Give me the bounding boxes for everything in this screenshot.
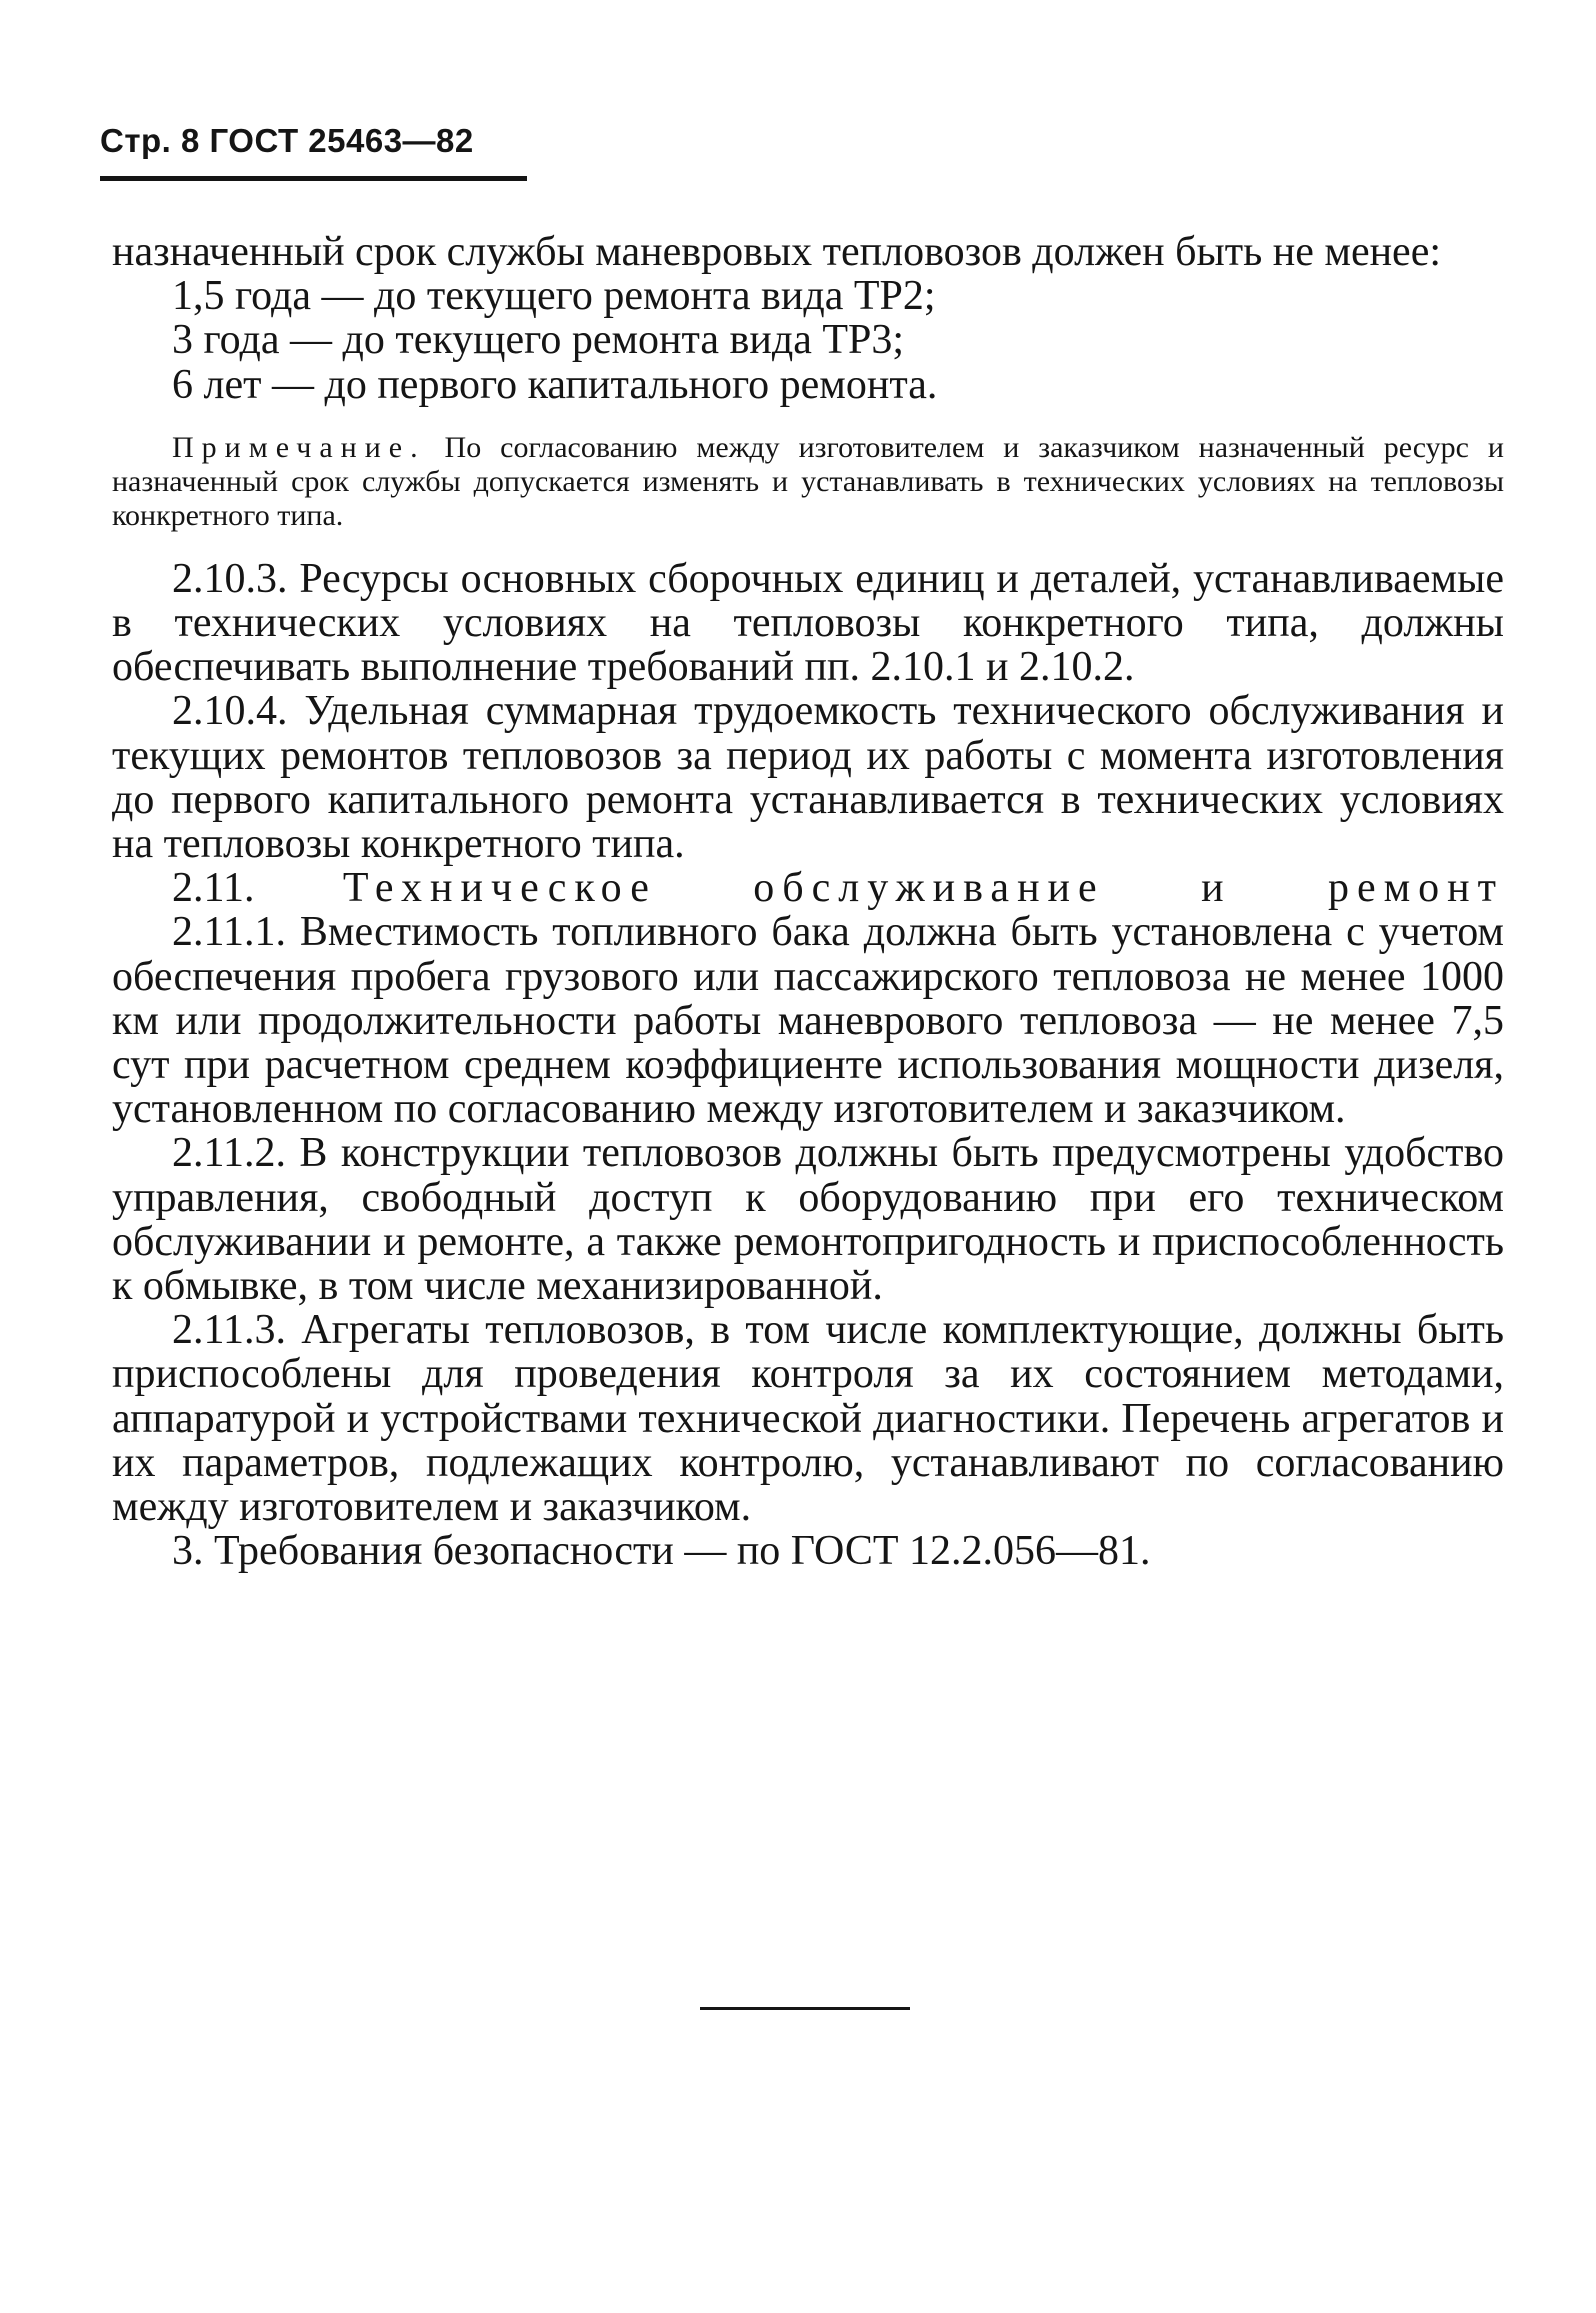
note-paragraph <box>112 431 1504 533</box>
section-heading-2-11 <box>112 866 1504 910</box>
section-number: 2.11. <box>172 865 255 912</box>
body-text <box>112 230 1504 1573</box>
note-text: По согласованию между изготовителем и заказчиком назначенный ресурс и назначенный срок службы допускается изменять и устанавливать в технических условиях на тепловозы конкретного типа. <box>112 430 1504 532</box>
list-item: 3 года — до текущего ремонта вида ТР3; <box>172 317 905 364</box>
list-item: 6 лет — до первого капитального ремонта. <box>172 361 938 408</box>
paragraph-3: 3. Требования безопасности — по ГОСТ 12.2.056—81. <box>172 1528 1151 1575</box>
paragraph-2-11-3: 2.11.3. Агрегаты тепловозов, в том числе комплектующие, должны быть приспособлены для проведения контроля за их состоянием методами, аппаратурой и устройствами технической диагностики. Перечень агрегатов и их параметров, подлежащих контролю, устанавливают по согласованию между изготовителем и заказчиком. <box>112 1307 1504 1531</box>
note-label: Примечание. <box>172 430 426 464</box>
end-rule <box>700 2007 910 2010</box>
page-header: Стр. 8 ГОСТ 25463—82 <box>100 122 474 159</box>
section-title: Техническое обслуживание и ремонт <box>342 865 1504 912</box>
paragraph-2-10-3: 2.10.3. Ресурсы основных сборочных единиц и деталей, устанавливаемые в технических условиях на тепловозы конкретного типа, должны обеспечивать выполнение требований пп. 2.10.1 и 2.10.2. <box>112 555 1504 691</box>
list-item: 1,5 года — до текущего ремонта вида ТР2; <box>172 273 936 320</box>
header-rule <box>100 176 527 181</box>
intro-paragraph: назначенный срок службы маневровых тепловозов должен быть не менее: <box>112 229 1442 275</box>
paragraph-2-11-2: 2.11.2. В конструкции тепловозов должны быть предусмотрены удобство управления, свободный доступ к оборудованию при его техническом обслуживании и ремонте, а также ремонтопригодность и приспособленность к обмывке, в том числе механизированной. <box>112 1130 1504 1310</box>
paragraph-2-11-1: 2.11.1. Вместимость топливного бака должна быть установлена с учетом обеспечения пробега грузового или пассажирского тепловоза не менее 1000 км или продолжительности работы маневрового тепловоза — не менее 7,5 сут при расчетном среднем коэффициенте использования мощности дизеля, установленном по согласованию между изготовителем и заказчиком. <box>112 909 1504 1133</box>
paragraph-2-10-4: 2.10.4. Удельная суммарная трудоемкость технического обслуживания и текущих ремонтов тепловозов за период их работы с момента изготовления до первого капитального ремонта устанавливается в технических условиях на тепловозы конкретного типа. <box>112 688 1504 868</box>
